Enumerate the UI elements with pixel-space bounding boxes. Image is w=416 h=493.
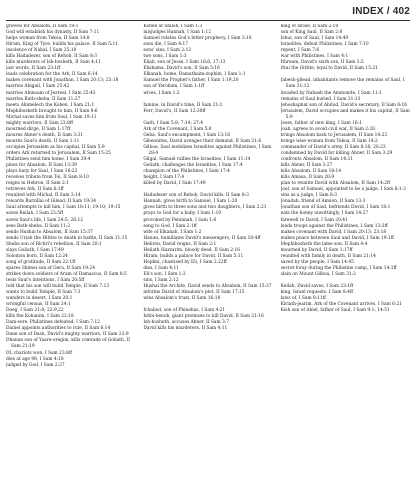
index-entry: sends Uriah the Hittite to death in battle, II Sam 11:15: [6, 235, 128, 241]
index-entry: sins, I Sam 2:12: [143, 277, 179, 283]
index-entry: secret foray during the Philistine camp, I Sam 14:1ff: [280, 265, 397, 271]
index-entry: makes peace between Saul and David, I Sam 19:1ff: [280, 235, 394, 241]
index-entry: retrieves Ark, II Sam 6:1ff: [6, 187, 64, 193]
index-entry: prays to God for a baby, I Sam 1:10: [143, 211, 222, 217]
index-entry: orders Ark returned to Jerusalem, II Sam 15:25: [6, 150, 111, 156]
index-entry: song of gratitude, II Sam 22:1ff: [6, 259, 76, 265]
index-entry: Samuel relates God's bitter prophecy, I Sam 3:18: [143, 36, 252, 42]
index-entry: sees Bath-sheba, II Sam 11:2: [6, 223, 71, 229]
page-header: INDEX / 402: [352, 6, 410, 17]
index-entry: told that his son will build Temple, II Sam 7:13: [6, 284, 110, 290]
index-entry: kills Absalom, II Sam 18:14: [280, 169, 342, 175]
index-entry: sons' sins, I Sam 2:12: [143, 48, 192, 54]
index-entry: last words, II Sam 23:1ff: [6, 66, 61, 72]
index-entry: reunited with Michal, II Sam 3:14: [6, 193, 81, 199]
index-entry: Jehoshaphat son of Ahilud, David's secretary, II Sam 8:16: [280, 102, 408, 108]
index-entry: sons die, I Sam 4:17: [143, 42, 188, 48]
index-entry: Gilboa, Saul mobilizes Israelites against Philistines, I Sam 28:4: [143, 144, 272, 156]
index-entry: Elkanah, home, Ramathaim-zophim, I Sam 1:1: [143, 72, 246, 78]
index-entry: misjudges Hannah, I Sam 1:12: [143, 30, 211, 36]
index-entry: Jonathan son of Saul, befriends David, I Sam 18:1: [280, 205, 391, 211]
index-entry: pines for Absalom, II Sam 13:39: [6, 163, 77, 169]
index-entry: grieves for Absalom, II Sam 19:1: [6, 24, 79, 29]
index-entry: Eli's son, I Sam 1:3: [143, 271, 186, 277]
index-entry: invaded by Nahash the Ammonite, I Sam 11:1: [280, 90, 382, 96]
index-entry: rewards Barzillai of Gilead, II Sam 19:34: [6, 199, 97, 205]
index-entry: meets Ahimelech the Kohen, I Sam 21:1: [6, 102, 95, 108]
index-entry: Hushai the Archite, David sends to Absalom, II Sam 15:37: [143, 284, 272, 290]
index-entry: mighty warriors, II Sam 23:8ff: [6, 120, 73, 126]
index-entry: Jesse, father of new king, I Sam 16:1: [280, 120, 362, 126]
index-page: [6, 24, 410, 491]
index-entry: wants to build Temple, II Sam 7:3: [6, 290, 81, 296]
index-entry: Geba, Saul's encampment, I Sam 13:16: [143, 132, 231, 138]
index-entry: Ferr, David's, II Sam 12:30ff: [143, 108, 206, 114]
index-entry: Kish son of Abiel, father of Saul, I Sam 9:1; 14:51: [280, 308, 390, 314]
index-entry: Michal saves him from Saul, I Sam 19:11: [6, 114, 97, 120]
index-entry: God will establish his dynasty, II Sam 7:11: [6, 30, 100, 36]
index-entry: brings wise woman from Tekoa, II Sam 14:2: [280, 138, 378, 144]
index-entry: informs David of Absalom's plot, II Sam 17:15: [143, 290, 245, 296]
index-entry: reigns in Hebron, II Sam 2:1: [6, 181, 70, 187]
index-entry: Hiram, King of Tyre, builds his palace, II Sam 5:11: [6, 42, 118, 48]
index-entry: wins Absalom's trust, II Sam 16:18: [143, 296, 221, 302]
index-entry: provoked by Peninnah, I Sam 1:6: [143, 217, 217, 223]
index-entry: Kohen at Shiloh, I Sam 1:3: [143, 24, 203, 29]
index-entry: Ish-bosheth, accuses Abner, II Sam 3:7: [143, 320, 230, 326]
index-entry: Joab, agrees to avoid civil war, II Sam 2:26: [280, 126, 376, 132]
index-entry: helps woman from Tekoa, II Sam 14:8: [6, 36, 90, 42]
index-entry: wife of Elkanah, I Sam 1:2: [143, 229, 202, 235]
index-entry: plan to reunite David with Absalom, II Sam 14:2ff: [280, 181, 391, 187]
index-entry: sins as a judge, I Sam 8:3: [280, 193, 338, 199]
index-entry: David kills his murderers, II Sam 4:11: [143, 326, 228, 332]
index-entry: king of Israel, II Sam 2:10: [280, 24, 339, 29]
index-entry: occupies Jerusalem as his capital, II Sam 5:9: [6, 144, 105, 150]
index-entry: kills Amasa, II Sam 20:9: [280, 175, 335, 181]
index-entry: tests Saul's intentions, I Sam 20:5ff: [6, 277, 85, 283]
header-rule: [6, 20, 410, 21]
index-entry: Hadadezer son of Rehob, David kills, II Sam 8:3: [143, 193, 249, 199]
index-entry: Doeg, I Sam 21:8; 22:9,22: [6, 308, 64, 314]
index-entry: Jerusalem, David occupies and makes it his capital, II Sam 5:9: [280, 108, 410, 120]
index-entry: Joel, son of Samuel, appointed to be a judge, I Sam 8:1-2: [280, 187, 406, 193]
index-entry: mourns Abner's death, II Sam 3:31: [6, 132, 84, 138]
index-entry: Hanun, humiliates David's messengers, II Sam 10:4ff: [143, 235, 261, 241]
index-entry: kills Hadadezer, son of Rehob, II Sam 8:3: [6, 54, 98, 60]
index-entry: Mephibosheth the lame son, II Sam 4:4: [280, 241, 368, 247]
index-entry: king, Israel requests, I Sam 8:4ff: [280, 290, 353, 296]
index-entry: dies at age 98, I Sam 4:18: [6, 356, 64, 362]
index-entry: receives tribute from Toi, II Sam 8:10: [6, 175, 89, 181]
index-entry: Saul attempts to kill him, I Sam 18:11; 19:10; 19:15: [6, 205, 121, 211]
index-entry: judged by God, I Sam 2:27: [6, 362, 65, 368]
index-entry: makes covenant with David, I Sam 20:13; 23:18: [280, 229, 387, 235]
index-entry: gives birth to three sons and two daughters, I Sam 2:21: [143, 205, 267, 211]
index-entry: two sons, I Sam 1:3: [143, 54, 187, 60]
index-entry: son of Yeroham, I Sam 1:1ff: [143, 84, 205, 90]
index-entry: Hebron, David reigns, II Sam 2:1: [143, 241, 217, 247]
index-entry: brings Absalom back to Jerusalem, II Sam 14:23: [280, 132, 388, 138]
index-entry: leads celebration for the Ark, II Sam 6:14: [6, 72, 98, 78]
index-entry: kills the Kohanim, I Sam 22:18: [6, 314, 74, 320]
index-entry: sends Hushai to Absalom, II Sam 15:37: [6, 229, 93, 235]
index-entry: marries Abigail, I Sam 25:42: [6, 84, 70, 90]
index-entry: Solomon born, II Sam 12:24: [6, 253, 68, 259]
index-entry: commander of David's army, II Sam 8:16; 20:23: [280, 144, 386, 150]
index-entry: height, I Sam 17:4: [143, 175, 185, 181]
index-entry: leads troops against the Philistines, I Sam 13:3ff: [280, 223, 388, 229]
index-entry: Gilgal, Samuel rallies the Israelites, I Sam 11:14: [143, 157, 251, 163]
index-entry: reunited with family in death, II Sam 21:14: [280, 253, 376, 259]
index-entry: Daniel appoints authorities to rule, II Sam 6:14: [6, 326, 111, 332]
index-entry: Elishama, David's son, II Sam 5:16: [143, 66, 220, 72]
index-entry: war with Philistines, I Sam 4:1: [280, 54, 349, 60]
index-entry: Keilah, David saves, I Sam 23:1ff: [280, 284, 354, 290]
index-entry: farewell to David, I Sam 20:41: [280, 217, 348, 223]
index-column-3: [281, 24, 410, 491]
index-entry: mourned by David, II Sam 1:17ff: [280, 247, 353, 253]
index-entry: Goliath, challenges the Israelites, I Sam 17:4: [143, 163, 243, 169]
index-entry: Gibeonites, David avenges their demand, II Sam 21:6: [143, 138, 262, 144]
index-entry: eats the honey unwittingly, I Sam 14:27: [280, 211, 369, 217]
index-entry: saves Saul's life, I Sam 24:5; 26:12: [6, 217, 84, 223]
index-entry: marries Ahinoam of Jezreel, I Sam 25:43: [6, 90, 96, 96]
index-entry: wives, I Sam 1:2: [143, 90, 180, 96]
index-entry: Jonadab, friend of Amnon, II Sam 13:3: [280, 199, 366, 205]
index-entry: repent, I Sam 7:6: [280, 48, 320, 54]
index-entry: DL chariots won, I Sam 23:8ff: [6, 350, 72, 356]
index-entry: kills murderers of Ish-bosheth, II Sam 4:11: [6, 60, 101, 66]
index-entry: plays harp for Saul, I Sam 16:23: [6, 169, 78, 175]
index-entry: Philistines send him home, I Sam 29:4: [6, 157, 91, 163]
index-entry: strikes down soldiers of Aram of Damascus, II Sam 8:5: [6, 271, 127, 277]
index-entry: saves Keilah, I Sam 23:5ff: [6, 211, 64, 217]
index-entry: saved by the people, I Sam 14:45: [280, 259, 354, 265]
index-entry: Ittai the Gittite, loyal to David, II Sam 15:21: [280, 66, 378, 72]
index-entry: wanders in desert, I Sam 20:1: [6, 296, 73, 302]
index-entry: Israelites, defeat Philistines, I Sam 7:10: [280, 42, 369, 48]
index-entry: confronts Absalom, II Sam 14:31: [280, 157, 353, 163]
index-entry: famine, in David's time, II Sam 21:1: [143, 102, 223, 108]
index-entry: spares Shimei son of Gera, II Sam 19:24: [6, 265, 95, 271]
index-entry: Ark of the Covenant, I Sam 5:8: [143, 126, 212, 132]
index-entry: son of King Saul, II Sam 2:8: [280, 30, 343, 36]
index-entry: Hophni, chastised by Eli, I Sam 2:22ff: [143, 259, 227, 265]
index-entry: Samuel the Prophet's father, I Sam 1:19,20: [143, 78, 239, 84]
index-entry: Heilath Hazzarim, bloody deed, II Sam 2:16: [143, 247, 240, 253]
index-entry: Hiram, builds a palace for David, II Sam 5:11: [143, 253, 244, 259]
index-entry: wrongful census, II Sam 24:1: [6, 302, 71, 308]
index-entry: remains of Saul buried, I Sam 31:13: [280, 96, 361, 102]
index-entry: Dam-sore, Philistines defeated, I Sam 7:12: [6, 320, 101, 326]
index-entry: condemned by David for killing Abner, II Sam 3:29: [280, 150, 393, 156]
index-entry: mourns Saul's death, II Sam 1:11: [6, 138, 80, 144]
index-entry: Hannah, gives birth to Samuel, I Sam 1:20: [143, 199, 238, 205]
index-entry: Sheba son of Bichri's rebellion, II Sam 20:1: [6, 241, 102, 247]
index-entry: laws of, I Sam 8:11ff: [280, 296, 326, 302]
index-column-2: [143, 24, 272, 491]
index-entry: slays Goliath, I Sam 17:49: [6, 247, 64, 253]
index-column-1: [6, 24, 135, 491]
index-entry: Jabesh-gilead, inhabitants remove the remains of Saul, I Sam 31:12: [280, 78, 405, 90]
index-entry: Gath, I Sam 5:8; 7:14; 27:4: [143, 120, 204, 126]
index-entry: makes covenant with Jonathan, I Sam 20:13; 23:18: [6, 78, 119, 84]
index-entry: Ishui, son of Saul, I Sam 14:49: [280, 36, 349, 42]
index-entry: Eliab, son of Jesse, I Sam 16:6; 17:13: [143, 60, 226, 66]
index-entry: Ishbi-benob, giant promises to kill David, II Sam 21:16: [143, 314, 264, 320]
index-entry: slain on Mount Gilboa, I Sam 31:2: [280, 271, 356, 277]
index-entry: song to God, I Sam 2:1ff: [143, 223, 197, 229]
index-entry: Dane son of Dash, David's mighty warriors, II Sam 23:9: [6, 332, 129, 338]
index-entry: dies, I Sam 4:11: [143, 265, 179, 271]
index-entry: Ithream, David's sixth son, II Sam 3:5: [280, 60, 364, 66]
index-entry: marries Bath-sheba, II Sam 11:27: [6, 96, 81, 102]
index-entry: Kiriath-jearim, Ark of the Covenant arrives, I Sam 6:21: [280, 302, 402, 308]
index-entry: killed by David, I Sam 17:49: [143, 181, 206, 187]
index-entry: kills Abner, II Sam 3:27: [280, 163, 333, 169]
index-entry: Dhanan son of Yaare-oregim, kills comrade of Goliath, II Sam 21:19: [6, 338, 130, 350]
index-entry: Mephibosheth brought to him, II Sam 9:6: [6, 108, 98, 114]
index-entry: insolence of Nabal, I Sam 25:10: [6, 48, 77, 54]
index-entry: mourned dirge, II Sam 1:17ff: [6, 126, 71, 132]
index-entry: champion of the Philistines, I Sam 17:4: [143, 169, 230, 175]
index-entry: Ichabod, son of Phinehas, I Sam 4:21: [143, 308, 226, 314]
